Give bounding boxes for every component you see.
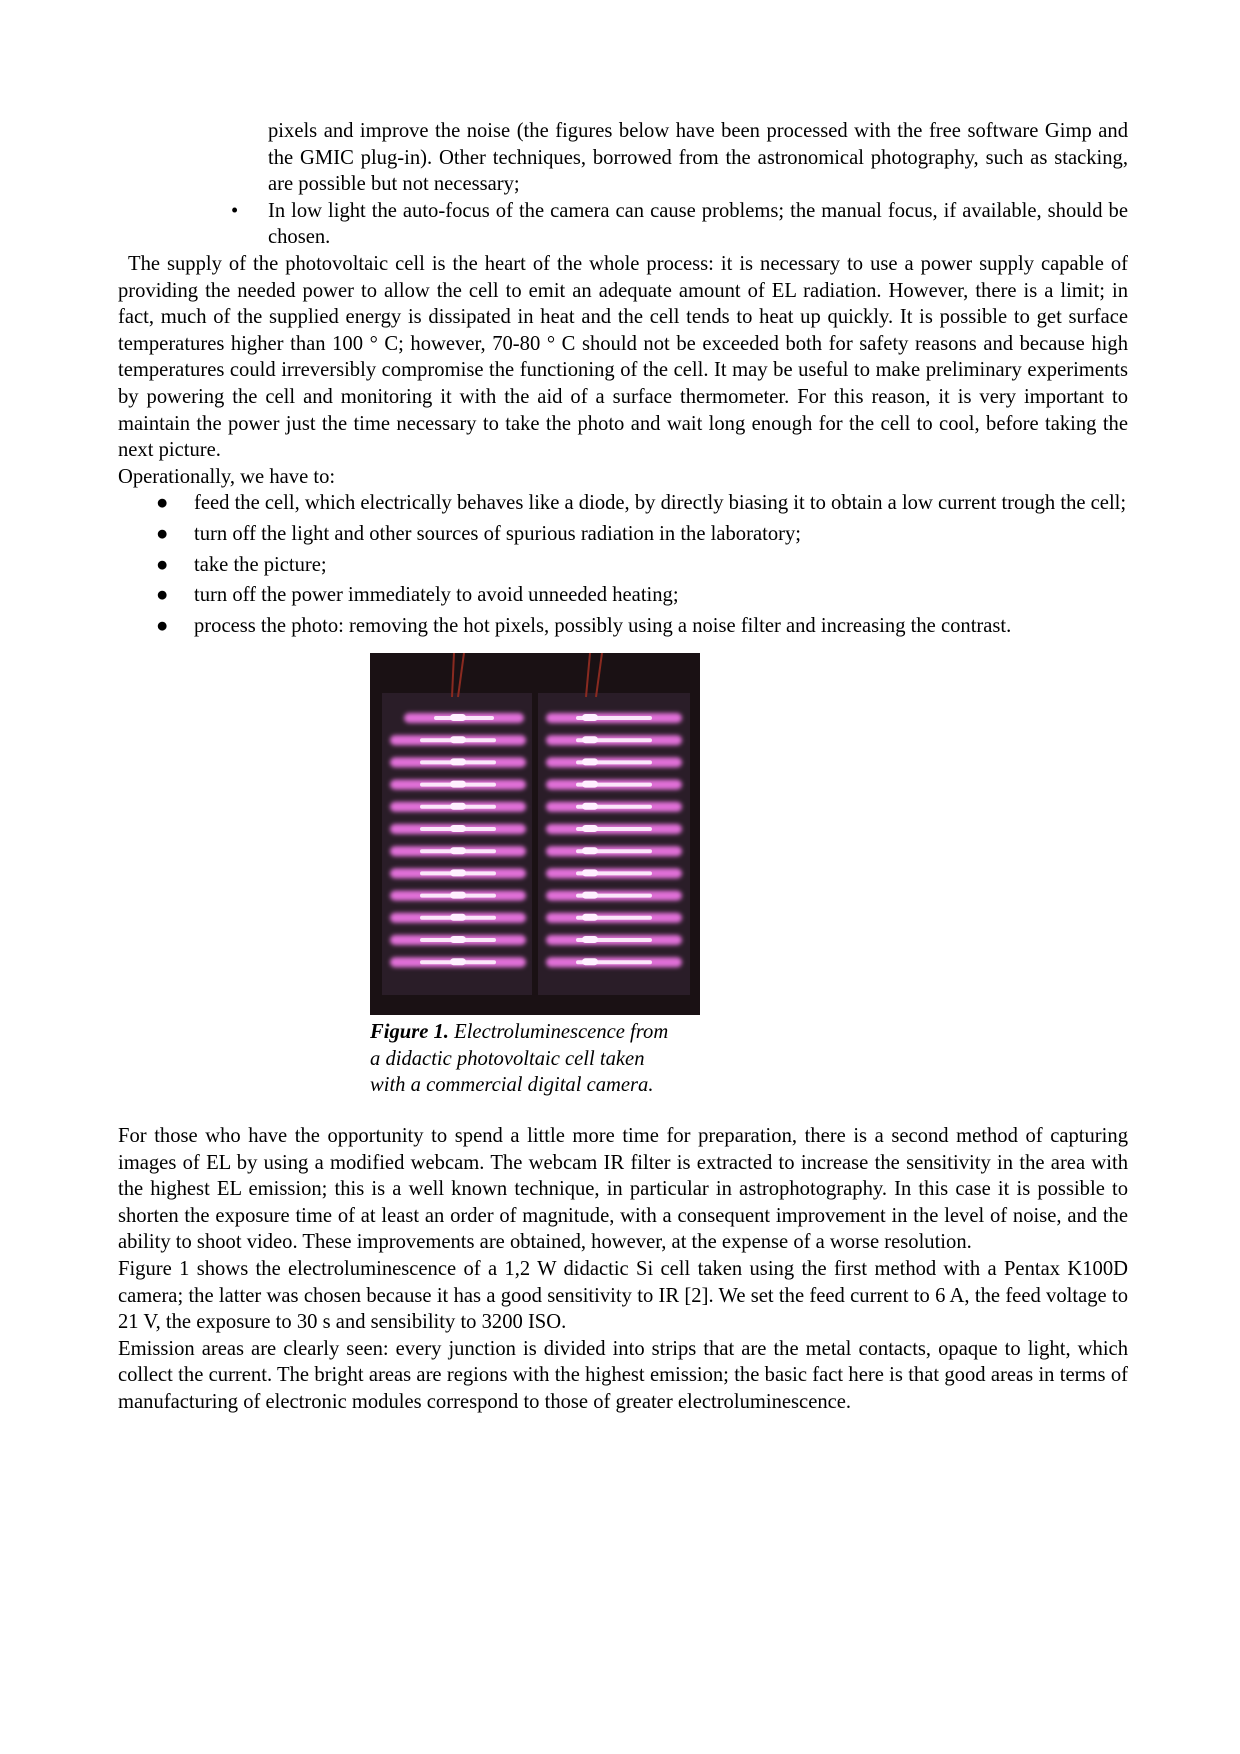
bullet-marker: ● [156, 553, 169, 576]
paragraph-operationally: Operationally, we have to: [118, 465, 336, 488]
paragraph-power-supply: The supply of the photovoltaic cell is the heart of the whole process: it is necessary to use a power supply capable of providing the needed power to allow the cell to emit an adequate amount of EL radiation. However, there is a limit; in fact, much of the supplied energy is dissipated in heat and the cell tends to heat up quickly. It is possible to get surface temperatures higher than 100 ° C; however, 70-80 ° C should not be exceeded both for safety reasons and because high temperatures could irreversibly compromise the functioning of the cell. It may be useful to make preliminary experiments by powering the cell and monitoring it with the aid of a surface thermometer. For this reason, it is very important to maintain the power just the time necessary to take the photo and wait long enough for the cell to cool, before taking the next picture. [118, 252, 1128, 462]
paragraph-emission-areas: Emission areas are clearly seen: every junction is divided into strips that are the metal contacts, opaque to light, which collect the current. The bright areas are regions with the highest emission; the basic fact here is that good areas in terms of manufacturing of electronic modules correspond to those of greater electroluminescence. [118, 1337, 1128, 1413]
busbar-left [450, 914, 466, 921]
busbar-right [582, 892, 598, 899]
caption-line-3: with a commercial digital camera. [370, 1074, 654, 1097]
caption-line-1: Electroluminescence from [454, 1021, 669, 1044]
list-item [118, 118, 1128, 198]
busbar-right [582, 936, 598, 943]
bullet-marker: • [231, 199, 239, 222]
bullet-marker: ● [156, 614, 169, 637]
bullet-marker: ● [156, 492, 169, 515]
list-item-text: turn off the light and other sources of spurious radiation in the laboratory; [194, 522, 801, 545]
electroluminescence-photo [370, 653, 700, 1015]
busbar-left [450, 803, 466, 810]
list-item [118, 490, 1128, 517]
busbar-left [450, 781, 466, 788]
bullet-marker: ● [156, 522, 169, 545]
busbar-right [582, 825, 598, 832]
busbar-left [450, 847, 466, 854]
operations-bullet-list [118, 490, 1128, 639]
list-item-text: pixels and improve the noise (the figures below have been processed with the free software Gimp and the GMIC plug-in). Other techniques, borrowed from the astronomical photography, such as stacking, are possible but not necessary; [268, 120, 1128, 196]
busbar-left [450, 736, 466, 743]
busbar-left [450, 870, 466, 877]
caption-line-2: a didactic photovoltaic cell taken [370, 1047, 645, 1070]
busbar-right [582, 870, 598, 877]
list-item-text: In low light the auto-focus of the camera can cause problems; the manual focus, if available, should be chosen. [268, 199, 1128, 249]
list-item-text: feed the cell, which electrically behaves like a diode, by directly biasing it to obtain a low current trough the cell; [194, 492, 1127, 515]
busbar-right [582, 759, 598, 766]
paragraph-webcam-method: For those who have the opportunity to spend a little more time for preparation, there is a second method of capturing images of EL by using a modified webcam. The webcam IR filter is extracted to increase the sensitivity in the area with the highest EL emission; this is a well known technique, in particular in astrophotography. In this case it is possible to shorten the exposure time of at least an order of magnitude, with a consequent improvement in the level of noise, and the ability to shoot video. These improvements are obtained, however, at the expense of a worse resolution. [118, 1125, 1128, 1254]
list-item-text: turn off the power immediately to avoid unneeded heating; [194, 584, 679, 607]
figure-label: Figure 1. [370, 1021, 449, 1044]
busbar-right [582, 803, 598, 810]
list-item [118, 613, 1128, 640]
busbar-right [582, 714, 598, 721]
busbar-right [582, 958, 598, 965]
figure-1 [370, 653, 710, 1099]
list-item-text: process the photo: removing the hot pixels, possibly using a noise filter and increasing the contrast. [194, 614, 1012, 637]
busbar-right [582, 781, 598, 788]
busbar-right [582, 914, 598, 921]
list-item [118, 198, 1128, 251]
intro-bullet-list [118, 118, 1128, 251]
paragraph-figure-1-description: Figure 1 shows the electroluminescence of a 1,2 W didactic Si cell taken using the first method with a Pentax K100D camera; the latter was chosen because it has a good sensitivity to IR [2]. We set the feed current to 6 A, the feed voltage to 21 V, the exposure to 30 s and sensibility to 3200 ISO. [118, 1258, 1128, 1334]
busbar-left [450, 958, 466, 965]
busbar-right [582, 736, 598, 743]
busbar-left [450, 714, 466, 721]
busbar-left [450, 892, 466, 899]
bullet-marker: ● [156, 584, 169, 607]
busbar-left [450, 825, 466, 832]
list-item-text: take the picture; [194, 553, 327, 576]
figure-caption [370, 1019, 710, 1099]
busbar-right [582, 847, 598, 854]
list-item [118, 552, 1128, 579]
page-body [118, 118, 1128, 1416]
list-item [118, 521, 1128, 548]
busbar-left [450, 936, 466, 943]
list-item [118, 582, 1128, 609]
busbar-left [450, 759, 466, 766]
